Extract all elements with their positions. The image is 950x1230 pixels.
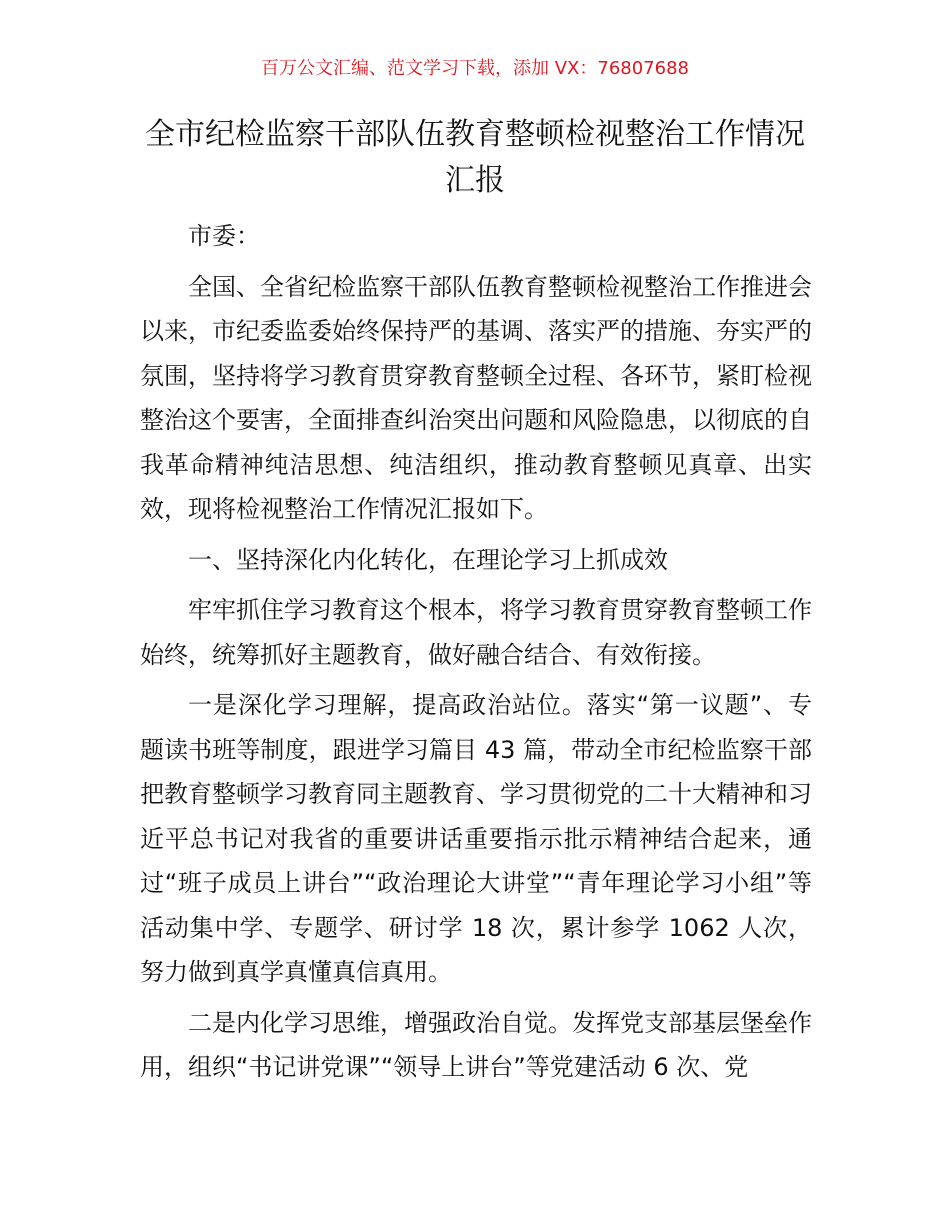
watermark-banner: 百万公文汇编、范文学习下载，添加 VX：76807688 — [261, 58, 689, 79]
paragraph-point-2: 二是内化学习思维，增强政治自觉。发挥党支部基层堡垒作用，组织“书记讲党课”“领导上讲台”等党建活动 6 次、党 — [140, 1008, 812, 1081]
salutation: 市委： — [188, 222, 260, 250]
document-body — [140, 214, 812, 1090]
document-title: 全市纪检监察干部队伍教育整顿检视整治工作情况汇报 — [145, 117, 805, 198]
paragraph-point-1: 一是深化学习理解，提高政治站位。落实“第一议题”、专题读书班等制度，跟进学习篇目 43 篇，带动全市纪检监察干部把教育整顿学习教育同主题教育、学习贯彻党的二十大精神和习近平总书记对我省的重要讲话重要指示批示精神结合起来，通过“班子成员上讲台”“政治理论大讲堂”“青年理论学习小组”等活动集中学、专题学、研讨学 18 次，累计参学 1062 人次，努力做到真学真懂真信真用。 — [140, 691, 812, 986]
section-heading-1: 一、坚持深化内化转化，在理论学习上抓成效 — [188, 545, 668, 574]
paragraph-section-1-summary: 牢牢抓住学习教育这个根本，将学习教育贯穿教育整顿工作始终，统筹抓好主题教育，做好融合结合、有效衔接。 — [140, 596, 812, 669]
paragraph-intro: 全国、全省纪检监察干部队伍教育整顿检视整治工作推进会以来，市纪委监委始终保持严的基调、落实严的措施、夯实严的氛围，坚持将学习教育贯穿教育整顿全过程、各环节，紧盯检视整治这个要害，全面排查纠治突出问题和风险隐患，以彻底的自我革命精神纯洁思想、纯洁组织，推动教育整顿见真章、出实效，现将检视整治工作情况汇报如下。 — [140, 272, 812, 523]
